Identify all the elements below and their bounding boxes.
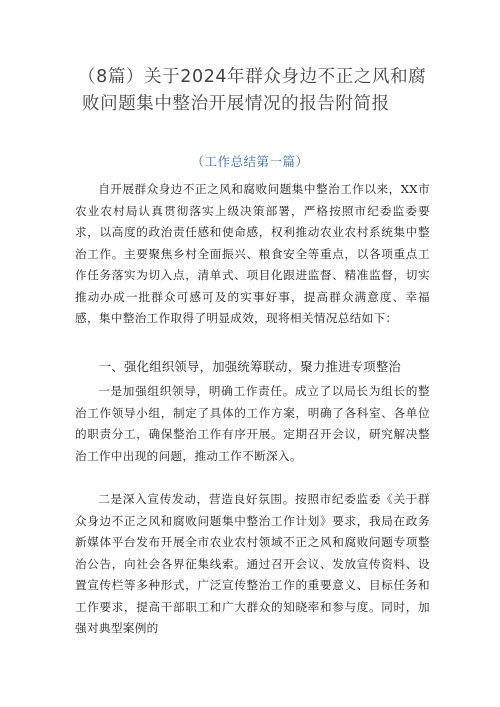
document-title — [78, 64, 438, 118]
section-1-paragraph-2: 二是深入宣传发动，营造良好氛围。按照市纪委监委《关于群众身边不正之风和腐败问题集中整治工作计划》要求，我局在政务新媒体平台发布开展全市农业农村领域不正之风和腐败问题专项整治公告，向社会各界征集线索。通过召开会议、发放宣传资料、设置宣传栏等多种形式，广泛宣传整治工作的重要意义、目标任务和工作要求，提高干部职工和广大群众的知晓率和参与度。同时，加强对典型案例的 — [75, 492, 430, 635]
section-heading-1: 一、强化组织领导，加强统筹联动，聚力推进专项整治 — [98, 360, 402, 374]
document-title-line-1: （8篇）关于2024年群众身边不正之风和腐 — [78, 67, 427, 87]
document-title-line-2: 败问题集中整治开展情况的报告附简报 — [82, 94, 390, 114]
document-subtitle: （工作总结第一篇） — [191, 154, 309, 169]
intro-paragraph: 自开展群众身边不正之风和腐败问题集中整治工作以来，XX市农业农村局认真贯彻落实上级决策部署，严格按照市纪委监委要求，以高度的政治责任感和使命感，权利推动农业农村系统集中整治工作。主要聚焦乡村全面振兴、粮食安全等重点，以各项重点工作任务落实为切入点，清单式、项目化跟进监督、精准监督，切实推动办成一批群众可感可及的实事好事，提高群众满意度、幸福感，集中整治工作取得了明显成效，现将相关情况总结如下： — [75, 182, 430, 325]
section-1-paragraph-1: 一是加强组织领导，明确工作责任。成立了以局长为组长的整治工作领导小组，制定了具体的工作方案，明确了各科室、各单位的职责分工，确保整治工作有序开展。定期召开会议，研究解决整治工作中出现的问题，推动工作不断深入。 — [75, 384, 430, 463]
